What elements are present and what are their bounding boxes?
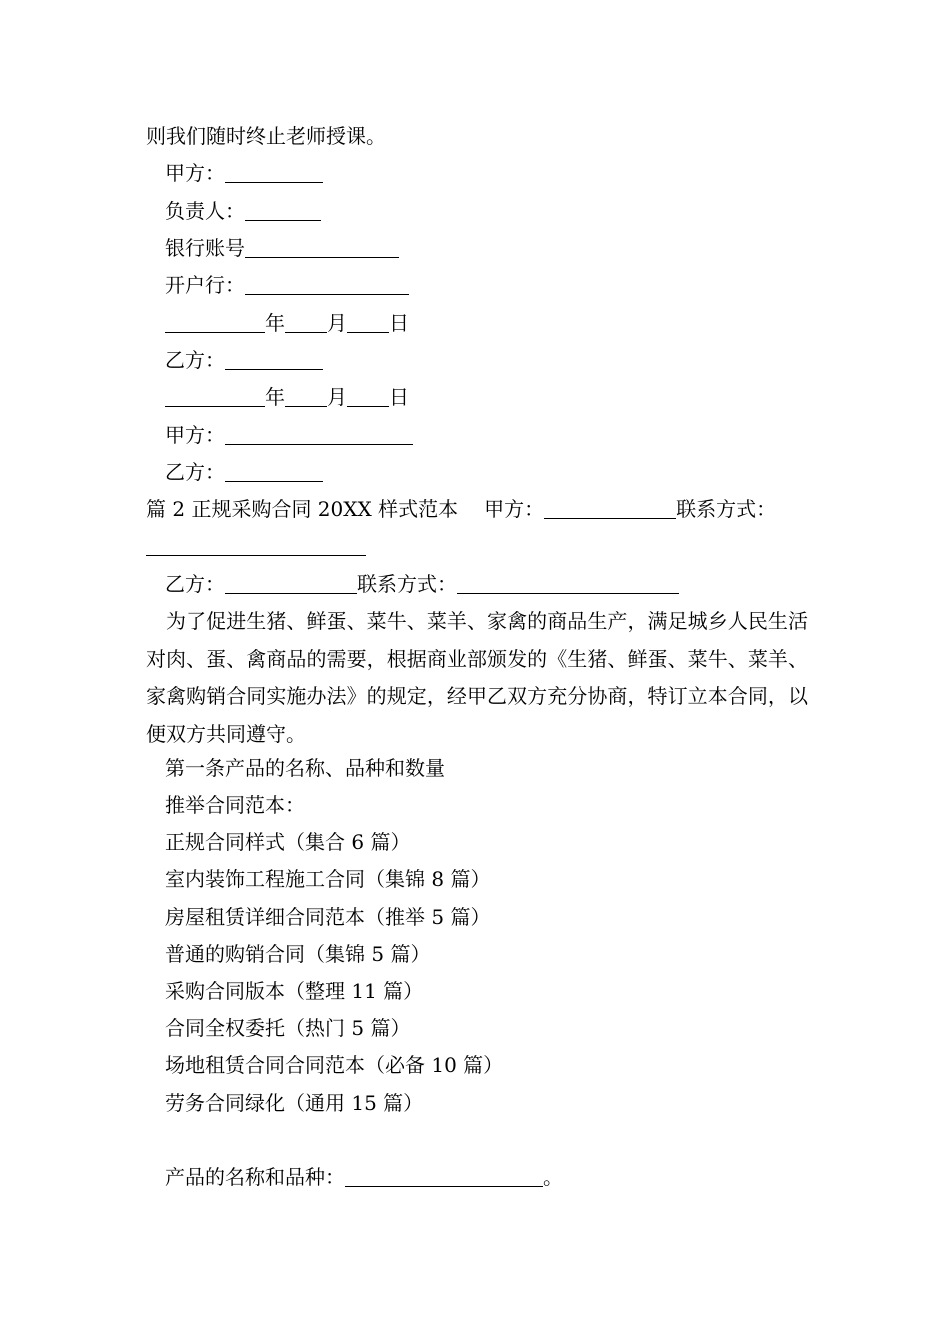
bank-branch-line: 开户行： bbox=[165, 271, 409, 299]
template-link[interactable]: 正规合同样式（集合 6 篇） bbox=[165, 830, 411, 854]
date-line-1: 年 月 日 bbox=[165, 309, 409, 337]
template-link[interactable]: 劳务合同绿化（通用 15 篇） bbox=[165, 1091, 424, 1115]
party-a-blank bbox=[225, 162, 323, 183]
intro-paragraph: 为了促进生猪、鲜蛋、菜牛、菜羊、家禽的商品生产，满足城乡人民生活对肉、蛋、禽商品的需要，根据商业部颁发的《生猪、鲜蛋、菜牛、菜羊、家禽购销合同实施办法》的规定，经甲乙双方充分协商，特订立本合同，以便双方共同遵守。 bbox=[146, 609, 808, 746]
party-a-line: 甲方： bbox=[165, 159, 323, 187]
template-link[interactable]: 场地租赁合同合同范本（必备 10 篇） bbox=[165, 1053, 504, 1077]
party-b-contact-line: 乙方： 联系方式： bbox=[165, 570, 679, 598]
article-1-heading: 第一条产品的名称、品种和数量 bbox=[165, 756, 445, 780]
template-link[interactable]: 普通的购销合同（集锦 5 篇） bbox=[165, 942, 431, 966]
party-b-blank bbox=[225, 349, 323, 370]
responsible-person-line: 负责人： bbox=[165, 197, 321, 225]
contact-continuation-line bbox=[146, 532, 366, 560]
template-link[interactable]: 房屋租赁详细合同范本（推举 5 篇） bbox=[165, 905, 491, 929]
responsible-person-blank bbox=[245, 200, 321, 221]
bank-account-blank bbox=[245, 237, 399, 258]
section-2-heading: 篇 2 正规采购合同 20XX 样式范本 甲方： 联系方式： bbox=[146, 497, 777, 521]
product-name-blank bbox=[345, 1166, 543, 1187]
closing-sentence: 则我们随时终止老师授课。 bbox=[146, 124, 386, 148]
bank-account-line: 银行账号 bbox=[165, 234, 399, 262]
recommended-templates-label: 推举合同范本： bbox=[165, 793, 305, 817]
date-line-2: 年 月 日 bbox=[165, 383, 409, 411]
bank-branch-blank bbox=[245, 274, 409, 295]
product-name-line: 产品的名称和品种： 。 bbox=[165, 1165, 563, 1189]
template-link[interactable]: 室内装饰工程施工合同（集锦 8 篇） bbox=[165, 867, 491, 891]
party-a-line-2: 甲方： bbox=[165, 421, 413, 449]
template-link[interactable]: 采购合同版本（整理 11 篇） bbox=[165, 979, 424, 1003]
template-link[interactable]: 合同全权委托（热门 5 篇） bbox=[165, 1016, 411, 1040]
party-b-line: 乙方： bbox=[165, 346, 323, 374]
section-2-title: 篇 2 正规采购合同 20XX 样式范本 bbox=[146, 497, 459, 521]
party-b-line-2: 乙方： bbox=[165, 458, 323, 486]
